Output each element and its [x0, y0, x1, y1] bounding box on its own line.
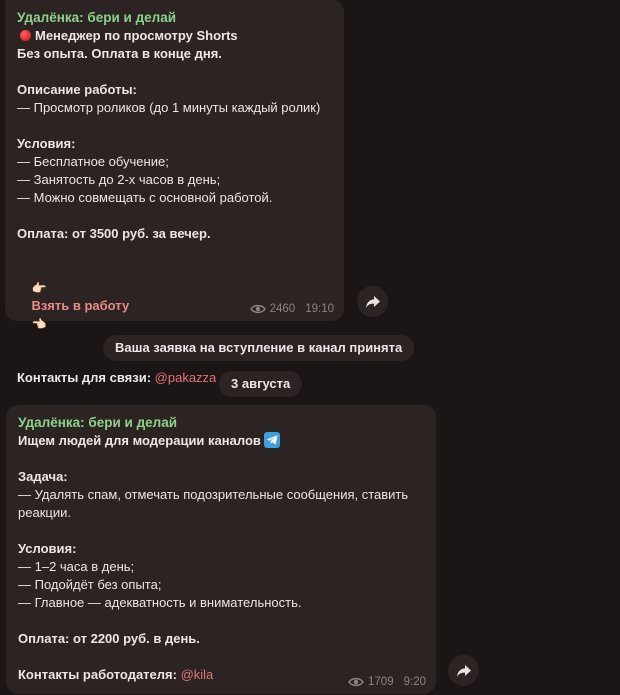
spacer: [18, 648, 424, 666]
message-meta: [348, 676, 426, 688]
condition-item: — Подойдёт без опыта;: [18, 577, 162, 592]
pointing-left-icon: 👈🏻: [31, 317, 47, 331]
view-count: 2460: [269, 303, 296, 315]
pointing-right-icon: 👉🏻: [31, 281, 47, 295]
join-request-notice: Ваша заявка на вступление в канал принята: [103, 335, 414, 361]
date-separator: 3 августа: [219, 371, 302, 397]
post-title: [18, 432, 424, 450]
share-button[interactable]: [448, 655, 479, 686]
channel-name[interactable]: Удалёнка: бери и делай: [17, 10, 177, 25]
share-button[interactable]: [357, 286, 388, 317]
spacer: [17, 243, 332, 261]
share-icon: [365, 295, 381, 309]
message-time: 9:20: [403, 676, 426, 688]
condition-item: — Занятость до 2-х часов в день;: [17, 172, 221, 187]
task-heading: Задача:: [18, 469, 68, 484]
task-item: — Удалять спам, отмечать подозрительные сообщения, ставить: [18, 487, 409, 502]
payment-line: Оплата: от 2200 руб. в день.: [18, 631, 200, 646]
description-item: — Просмотр роликов (до 1 минуты каждый ролик): [17, 100, 321, 115]
channel-post-2: [6, 405, 436, 694]
telegram-icon: [264, 432, 280, 448]
condition-item: — 1–2 часа в день;: [18, 559, 135, 574]
description-heading: Описание работы:: [17, 82, 137, 97]
view-count: 1709: [368, 676, 394, 688]
contact-link[interactable]: @kila: [180, 667, 214, 682]
spacer: [17, 207, 332, 225]
post-title-text: Ищем людей для модерации каналов: [18, 433, 261, 448]
message-meta: [250, 303, 334, 315]
share-icon: [456, 664, 472, 678]
spacer: [17, 63, 332, 81]
condition-item: — Можно совмещать с основной работой.: [17, 190, 273, 205]
message-time: 19:10: [305, 303, 334, 315]
contacts-label: Контакты работодателя:: [18, 667, 181, 682]
post-title-text: Менеджер по просмотру Shorts: [35, 28, 238, 43]
conditions-heading: Условия:: [18, 541, 77, 556]
spacer: [18, 450, 424, 468]
conditions-heading: Условия:: [17, 136, 76, 151]
payment-line: Оплата: от 3500 руб. за вечер.: [17, 226, 211, 241]
contact-link[interactable]: @pakazza: [154, 370, 217, 385]
channel-name[interactable]: Удалёнка: бери и делай: [18, 415, 178, 430]
post-subtitle: Без опыта. Оплата в конце дня.: [17, 46, 222, 61]
red-circle-icon: [20, 30, 31, 41]
take-job-link[interactable]: Взять в работу: [31, 298, 130, 313]
condition-item: — Бесплатное обучение;: [17, 154, 169, 169]
condition-item: — Главное — адекватность и внимательность.: [18, 595, 302, 610]
spacer: [17, 117, 332, 135]
post-title: [17, 27, 332, 45]
eye-icon: [348, 677, 364, 687]
spacer: [18, 612, 424, 630]
spacer: [18, 522, 424, 540]
eye-icon: [250, 304, 266, 314]
contacts-label: Контакты для связи:: [17, 370, 155, 385]
task-item-continued: реакции.: [18, 505, 71, 520]
